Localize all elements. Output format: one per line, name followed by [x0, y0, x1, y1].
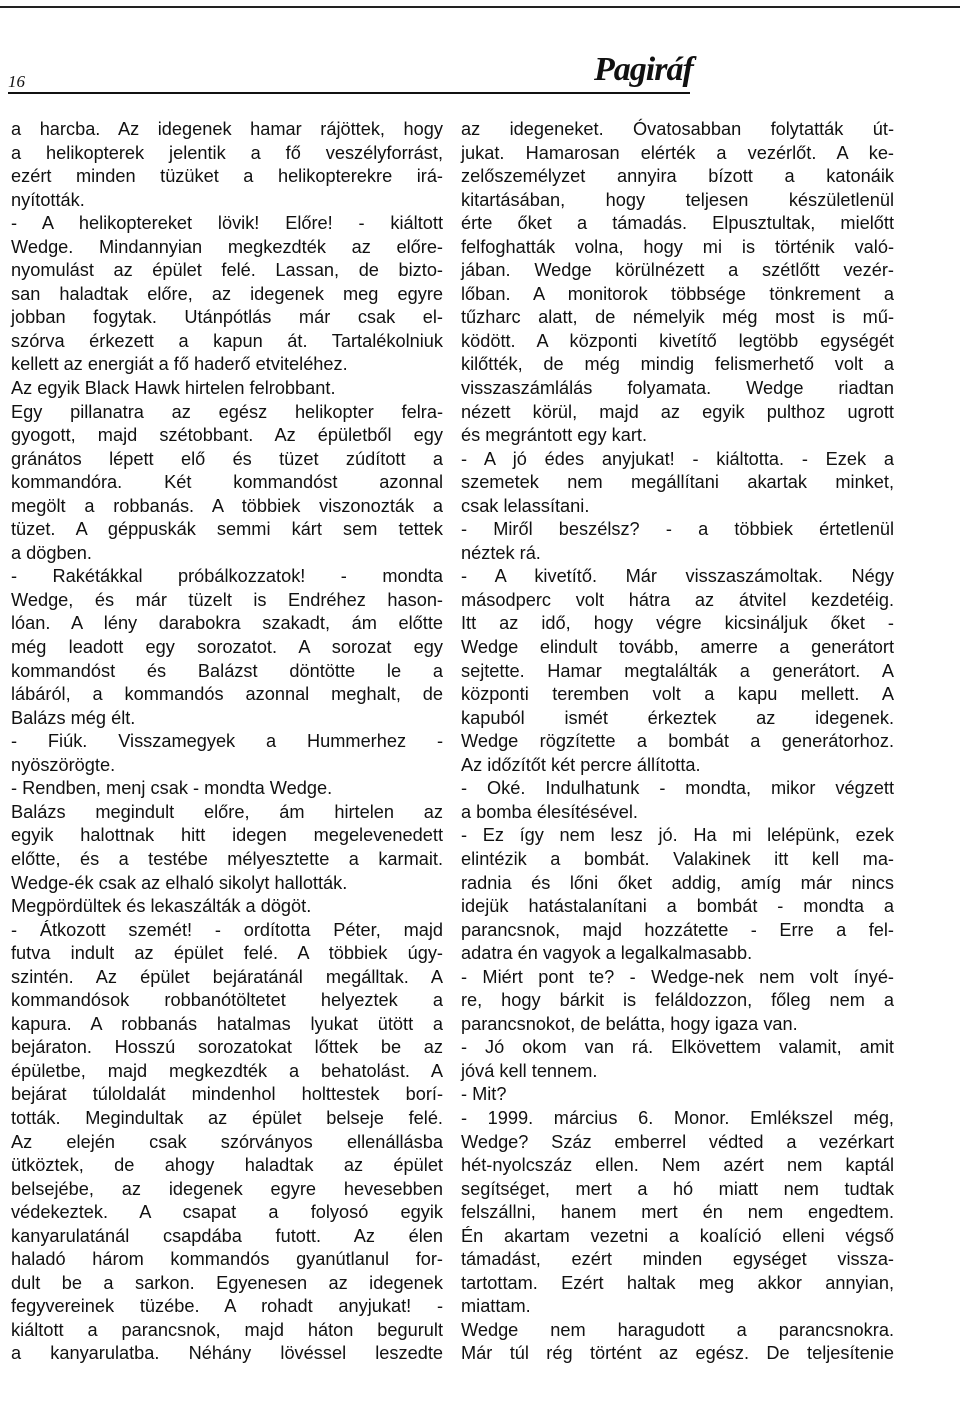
text-line: bejárat túloldalát mindenhol holttestek borí-	[11, 1084, 443, 1105]
masthead-logo: Pagiráf	[594, 51, 693, 88]
top-rule	[0, 6, 960, 8]
text-line: nyöszörögte.	[11, 754, 116, 775]
text-line: egyik halottnak hitt idegen megelevenedett	[11, 825, 443, 846]
text-line: jában. Wedge körülnézett a szétlőtt vezér-	[461, 260, 894, 281]
text-line: kellett az energiát a fő haderő etviteléhez.	[11, 354, 348, 375]
text-line: tották. Megindultak az épület belseje felé.	[11, 1107, 443, 1128]
text-line: - Rakétákkal próbálkozzatok! - mondta	[11, 566, 443, 587]
text-line: Wedge? Száz emberrel védted a vezérkart	[461, 1131, 894, 1152]
text-line: haladó három kommandós gyanútlanul for-	[11, 1249, 443, 1270]
text-line: kanyarulatánál csapdába futott. Az élen	[11, 1225, 443, 1246]
text-line: a bomba élesítésével.	[461, 801, 638, 822]
text-line: parancsnok, majd hozzátette - Erre a fel-	[461, 919, 894, 940]
header-rule	[8, 92, 690, 94]
text-line: a kanyarulatba. Néhány lövéssel leszedte	[11, 1343, 443, 1364]
text-line: parancsnokot, de belátta, hogy igaza van.	[461, 1013, 798, 1034]
text-line: - A helikoptereket lövik! Előre! - kiáltott	[11, 213, 443, 234]
text-line: kapuból ismét érkeztek az idegenek.	[461, 707, 894, 728]
text-line: lóan. A lény darabokra szakadt, ám előtte	[11, 613, 443, 634]
text-line: sejtette. Hamar megtalálták a generátort. A	[461, 660, 894, 681]
text-line: idejük hatástalanítani a bombát - mondta a	[461, 896, 894, 917]
text-line: Balázs megindult előre, ám hirtelen az	[11, 801, 443, 822]
text-line: san haladtak előre, az idegenek meg egyre	[11, 283, 443, 304]
text-line: központi teremben volt a kapu mellett. A	[461, 684, 894, 705]
text-line: - A kivetítő. Már visszaszámoltak. Négy	[461, 566, 894, 587]
text-line: Már túl rég történt az egész. De teljesítenie	[461, 1343, 894, 1364]
text-line: - Mit?	[461, 1084, 507, 1105]
text-line: támadást, ezért minden egységet vissza-	[461, 1249, 894, 1270]
text-line: - A jó édes anyjukat! - kiáltotta. - Ezek a	[461, 448, 894, 469]
text-line: Itt az idő, hogy végre kicsináljuk őket -	[461, 613, 894, 634]
text-line: jóvá kell tennem.	[461, 1060, 598, 1081]
text-line: tartottam. Ezért haltak meg akkor annyian,	[461, 1272, 894, 1293]
text-line: Az egyik Black Hawk hirtelen felrobbant.	[11, 378, 336, 399]
text-line: miattam.	[461, 1296, 531, 1317]
text-line: tüzet. A géppuskák semmi kárt sem tettek	[11, 519, 443, 540]
page-number: 16	[8, 72, 25, 91]
text-line: nyították.	[11, 189, 85, 210]
text-line: adatra én vagyok a legalkalmasabb.	[461, 943, 753, 964]
text-line: nyomulást az épület felé. Lassan, de bizto-	[11, 260, 443, 281]
text-line: - Oké. Indulhatunk - mondta, mikor végzett	[461, 778, 894, 799]
text-line: fegyvereinek tüzébe. A rohadt anyjukat! -	[11, 1296, 443, 1317]
text-line: radnia és lőni őket addig, amíg már nincs	[461, 872, 894, 893]
text-line: - Fiúk. Visszamegyek a Hummerhez -	[11, 731, 443, 752]
text-line: még leadott egy sorozatot. A sorozat egy	[11, 637, 443, 658]
text-line: Megpördültek és lekaszálták a dögöt.	[11, 896, 312, 917]
text-line: kommandósok robbanótöltetet helyeztek a	[11, 990, 443, 1011]
text-line: futva indult az épület felé. A többiek úgy-	[11, 943, 443, 964]
text-line: elintézik a bombát. Valakinek itt kell ma-	[461, 848, 894, 869]
text-line: Én akartam vezetni a koalíció elleni végső	[461, 1225, 894, 1246]
text-line: segítséget, mert a hó miatt nem tudtak	[461, 1178, 894, 1199]
text-line: bejáraton. Hosszú sorozatokat lőttek be az	[11, 1037, 443, 1058]
text-line: szemetek nem megállítani akartak minket,	[461, 472, 894, 493]
text-line: Wedge rögzítette a bombát a generátorhoz.	[461, 731, 894, 752]
text-line: visszaszámlálás folyamata. Wedge riadtan	[461, 378, 894, 399]
text-line: szórva érkezett a kapun át. Tartalékolniuk	[11, 330, 443, 351]
text-line: ködött. A központi kivetítő legtöbb egységét	[461, 330, 894, 351]
text-line: lőban. A monitorok többsége tönkrement a	[461, 283, 894, 304]
text-line: az idegeneket. Óvatosabban folytatták út-	[461, 119, 894, 139]
text-line: jukat. Hamarosan elérték a vezérlőt. A ke-	[461, 142, 894, 163]
text-line: érte őket a támadás. Elpusztultak, mielőtt	[461, 213, 894, 234]
text-line: a harcba. Az idegenek hamar rájöttek, hogy	[11, 119, 443, 139]
text-line: tűzharc alatt, de némelyik még most is mű-	[461, 307, 894, 328]
text-line: Az időzítőt két percre állította.	[461, 754, 701, 775]
text-line: a helikopterek jelentik a fő veszélyforrást,	[11, 142, 443, 163]
text-line: Wedge-ék csak az elhaló sikolyt hallották.	[11, 872, 348, 893]
text-line: lábáról, a kommandós azonnal meghalt, de	[11, 684, 443, 705]
text-line: - 1999. március 6. Monor. Emlékszel még,	[461, 1107, 894, 1128]
text-line: belsejébe, az idegenek egyre hevesebben	[11, 1178, 443, 1199]
text-line: kiáltott a parancsnok, majd háton begurult	[11, 1319, 443, 1340]
text-line: Az elején csak szórványos ellenállásba	[11, 1131, 443, 1152]
text-line: felfoghatták volna, hogy mi is történik való-	[461, 236, 894, 257]
text-line: kommandóra. Két kommandóst azonnal	[11, 472, 443, 493]
text-line: Balázs még élt.	[11, 707, 136, 728]
text-line: szintén. Az épület bejáratánál megálltak. A	[11, 966, 443, 987]
left-column	[11, 118, 443, 1366]
text-line: Wedge. Mindannyian megkezdték az előre-	[11, 236, 443, 257]
text-line: néztek rá.	[461, 542, 541, 563]
text-line: - Rendben, menj csak - mondta Wedge.	[11, 778, 333, 799]
text-line: Egy pillanatra az egész helikopter felra-	[11, 401, 443, 422]
text-line: hét-nyolcszáz ellen. Nem azért nem kaptál	[461, 1155, 894, 1176]
text-line: másodperc volt hátra az átvitel kezdetéig.	[461, 589, 894, 610]
text-line: dult be a sarkon. Egyenesen az idegenek	[11, 1272, 443, 1293]
right-column	[461, 118, 894, 1366]
text-line: épületbe, majd megkezdték a behatolást. A	[11, 1060, 443, 1081]
text-line: felszállni, hanem mert én nem engedtem.	[461, 1202, 894, 1223]
text-line: - Miről beszélsz? - a többiek értetlenül	[461, 519, 894, 540]
text-line: - Jó okom van rá. Elkövettem valamit, amit	[461, 1037, 894, 1058]
text-line: jobban fogytak. Utánpótlás már csak el-	[11, 307, 443, 328]
text-line: megölt a robbanás. A többiek viszonozták a	[11, 495, 443, 516]
text-line: kommandóst és Balázst döntötte le a	[11, 660, 443, 681]
text-line: kitartásában, hogy teljesen készületlenül	[461, 189, 894, 210]
text-line: re, hogy bárkit is feláldozzon, főleg nem a	[461, 990, 894, 1011]
text-line: kilőtték, de még mindig felismerhető volt a	[461, 354, 894, 375]
text-line: - Ez így nem lesz jó. Ha mi lelépünk, ezek	[461, 825, 894, 846]
text-line: - Miért pont te? - Wedge-nek nem volt ínyé-	[461, 966, 894, 987]
text-line: gránátos lépett elő és tüzet zúdított a	[11, 448, 443, 469]
text-line: előtte, és a testébe mélyesztette a karmait.	[11, 848, 443, 869]
text-line: Wedge elindult tovább, amerre a generátort	[461, 637, 894, 658]
text-line: ütköztek, de ahogy haladtak az épület	[11, 1155, 443, 1176]
text-line: nézett körül, majd az egyik pulthoz ugrott	[461, 401, 894, 422]
page-header	[8, 50, 693, 91]
text-line: zelőszemélyzet annyira bízott a katonáik	[461, 166, 894, 187]
text-line: a dögben.	[11, 542, 92, 563]
text-line: Wedge, és már tüzelt is Endréhez hason-	[11, 589, 443, 610]
text-line: ezért minden tüzüket a helikopterekre irá-	[11, 166, 443, 187]
text-line: védekeztek. A csapat a folyosó egyik	[11, 1202, 443, 1223]
text-line: csak lelassítani.	[461, 495, 590, 516]
text-line: - Átkozott szemét! - ordította Péter, majd	[11, 919, 443, 940]
text-line: kapura. A robbanás hatalmas lyukat ütött a	[11, 1013, 443, 1034]
text-line: gyogott, majd szétobbant. Az épületből egy	[11, 425, 443, 446]
text-line: Wedge nem haragudott a parancsnokra.	[461, 1319, 894, 1340]
text-line: és megrántott egy kart.	[461, 425, 648, 446]
